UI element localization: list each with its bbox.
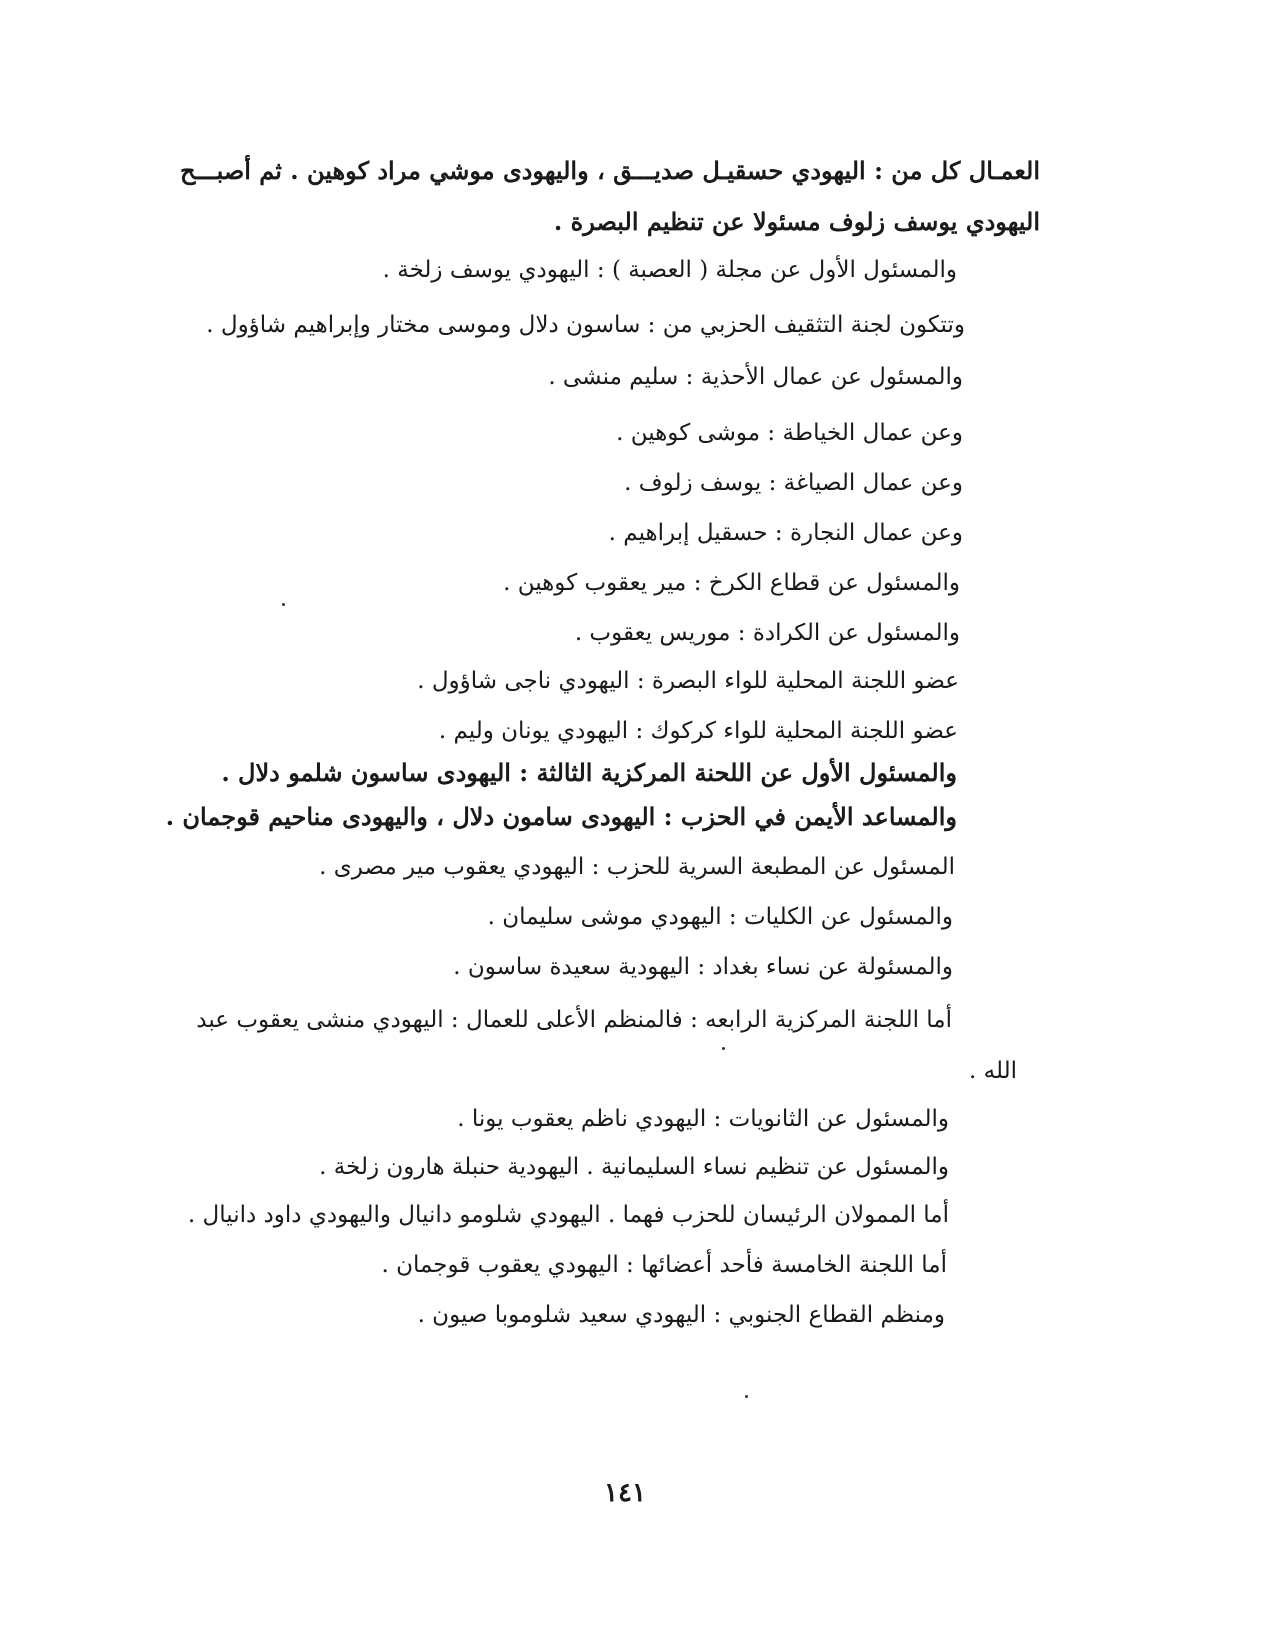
text-line: والمسئول عن قطاع الكرخ : مير يعقوب كوهين . <box>503 570 960 596</box>
text-line: وتتكون لجنة التثقيف الحزبي من : ساسون دلال وموسى مختار وإبراهيم شاؤول . <box>206 312 965 338</box>
text-line: والمسئول عن الكليات : اليهودي موشى سليمان . <box>487 904 953 930</box>
paragraph-line-1: العمـال كل من : اليهودي حسقيـل صديـــق ، واليهودى موشي مراد كوهين . ثم أصبـــح <box>180 156 1040 185</box>
scan-speck <box>722 1047 725 1050</box>
text-line: والمسئول عن الثانويات : اليهودي ناظم يعقوب يونا . <box>457 1106 949 1132</box>
text-line: والمسئول عن تنظيم نساء السليمانية . اليهودية حنبلة هارون زلخة . <box>319 1154 949 1180</box>
scan-speck <box>282 603 285 606</box>
text-line: المسئول عن المطبعة السرية للحزب : اليهودي يعقوب مير مصرى . <box>319 854 955 880</box>
text-line: أما الممولان الرئيسان للحزب فهما . اليهودي شلومو دانيال واليهودي داود دانيال . <box>187 1202 949 1228</box>
text-line: ومنظم القطاع الجنوبي : اليهودي سعيد شلوموبا صيون . <box>417 1302 945 1328</box>
text-line: أما اللجنة الخامسة فأحد أعضائها : اليهودي يعقوب قوجمان . <box>381 1252 947 1278</box>
text-line: والمسئول الأول عن اللحنة المركزية الثالثة : اليهودى ساسون شلمو دلال . <box>221 758 957 787</box>
text-line: عضو اللجنة المحلية للواء كركوك : اليهودي يونان وليم . <box>438 718 958 744</box>
text-line: والمسئول الأول عن مجلة ( العصبة ) : اليهودي يوسف زلخة . <box>382 257 957 283</box>
text-line: الله . <box>969 1058 1017 1084</box>
text-line: وعن عمال الخياطة : موشى كوهين . <box>616 420 963 446</box>
text-line: عضو اللجنة المحلية للواء البصرة : اليهودي ناجى شاؤول . <box>417 668 959 694</box>
scan-speck <box>745 1395 748 1398</box>
text-line: والمساعد الأيمن في الحزب : اليهودى سامون دلال ، واليهودى مناحيم قوجمان . <box>165 802 957 831</box>
page-number: ١٤١ <box>604 1478 646 1508</box>
text-line: وعن عمال الصياغة : يوسف زلوف . <box>624 470 963 496</box>
paragraph-line-2: اليهودي يوسف زلوف مسئولا عن تنظيم البصرة . <box>553 207 1040 236</box>
text-line: وعن عمال النجارة : حسقيل إبراهيم . <box>608 520 963 546</box>
text-line: والمسئول عن الكرادة : موريس يعقوب . <box>574 620 960 646</box>
text-line: أما اللجنة المركزية الرابعه : فالمنظم الأعلى للعمال : اليهودي منشى يعقوب عبد <box>196 1007 952 1033</box>
text-line: والمسئولة عن نساء بغداد : اليهودية سعيدة ساسون . <box>453 954 953 980</box>
text-line: والمسئول عن عمال الأحذية : سليم منشى . <box>548 364 963 390</box>
